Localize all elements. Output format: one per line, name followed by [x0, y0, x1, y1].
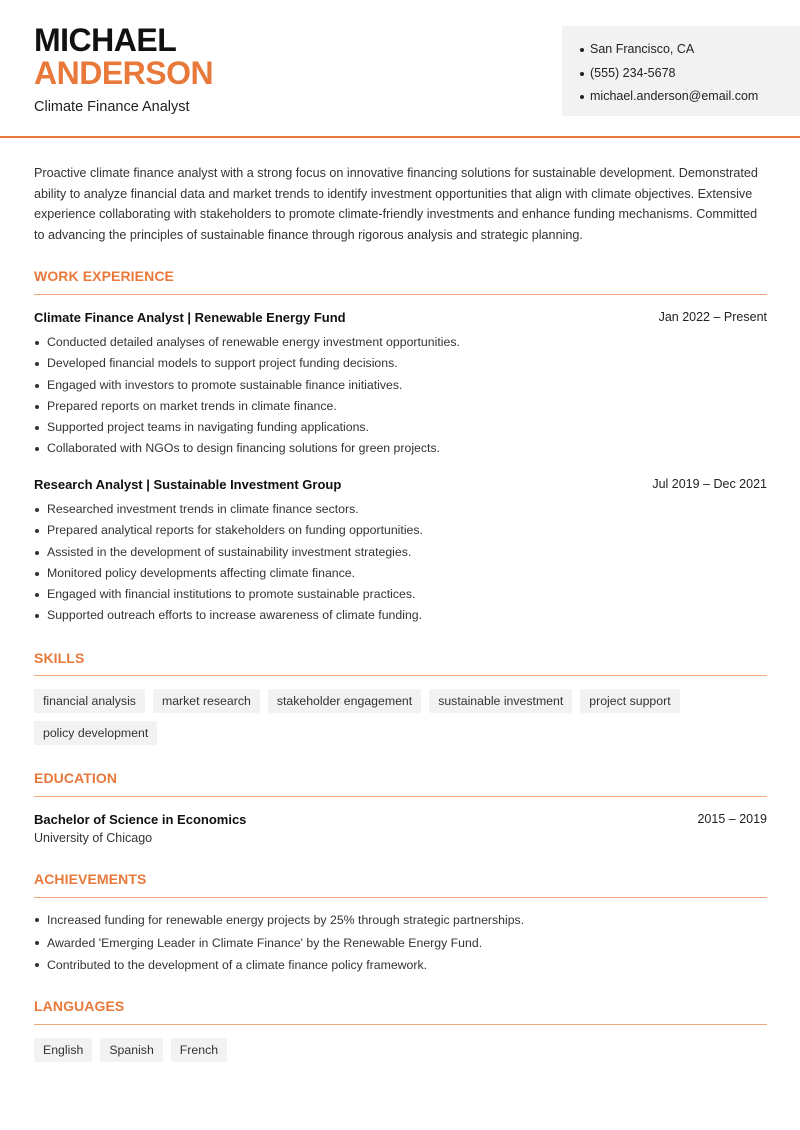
languages-list: [34, 1038, 774, 1062]
section-divider: [34, 1024, 767, 1025]
job-bullets: [34, 332, 754, 460]
list-item: Increased funding for renewable energy projects by 25% through strategic partnerships.: [34, 909, 754, 932]
list-item: Awarded 'Emerging Leader in Climate Finance' by the Renewable Energy Fund.: [34, 932, 754, 955]
contact-email: michael.anderson@email.com: [580, 85, 758, 109]
list-item: Prepared analytical reports for stakeholders on funding opportunities.: [34, 520, 754, 541]
job-dates: Jul 2019 – Dec 2021: [652, 477, 767, 491]
contact-location: San Francisco, CA: [580, 38, 758, 62]
first-name: MICHAEL: [34, 22, 177, 58]
job-dates: Jan 2022 – Present: [658, 310, 767, 324]
achievements-list: [34, 909, 754, 977]
last-name: ANDERSON: [34, 55, 214, 91]
list-item: Monitored policy developments affecting climate finance.: [34, 563, 754, 584]
language-chip: Spanish: [100, 1038, 162, 1062]
job-bullets: [34, 499, 754, 627]
list-item: Collaborated with NGOs to design financing solutions for green projects.: [34, 438, 754, 459]
skills-list: [34, 689, 774, 745]
skill-chip: stakeholder engagement: [268, 689, 421, 713]
list-item: Researched investment trends in climate finance sectors.: [34, 499, 754, 520]
job-role: Climate Finance Analyst: [34, 99, 190, 115]
section-divider: [34, 675, 767, 676]
skill-chip: policy development: [34, 721, 157, 745]
list-item: Assisted in the development of sustainability investment strategies.: [34, 542, 754, 563]
section-divider: [34, 294, 767, 295]
list-item: Supported project teams in navigating funding applications.: [34, 417, 754, 438]
contact-list: [580, 38, 758, 109]
degree-title: Bachelor of Science in Economics: [34, 812, 247, 827]
skill-chip: market research: [153, 689, 260, 713]
section-title-skills: SKILLS: [34, 650, 85, 666]
job-heading: Research Analyst | Sustainable Investment Group: [34, 477, 342, 492]
section-divider: [34, 796, 767, 797]
section-title-work: WORK EXPERIENCE: [34, 268, 174, 284]
summary-paragraph: Proactive climate finance analyst with a strong focus on innovative financing solutions for sustainable development. Demonstrated ability to analyze financial data and market trends to identify investment opportunities that align with climate objectives. Extensive experience collaborating with stakeholders to promote climate-friendly investments and enhance funding mechanisms. Committed to advancing the principles of sustainable finance through rigorous analysis and strategic planning.: [34, 166, 758, 242]
education-dates: 2015 – 2019: [697, 812, 767, 826]
list-item: Developed financial models to support project funding decisions.: [34, 353, 754, 374]
skill-chip: project support: [580, 689, 679, 713]
contact-phone: (555) 234-5678: [580, 62, 758, 86]
candidate-name: [34, 24, 213, 90]
language-chip: English: [34, 1038, 92, 1062]
section-title-achievements: ACHIEVEMENTS: [34, 871, 147, 887]
list-item: Engaged with financial institutions to promote sustainable practices.: [34, 584, 754, 605]
list-item: Supported outreach efforts to increase awareness of climate funding.: [34, 605, 754, 626]
list-item: Contributed to the development of a climate finance policy framework.: [34, 954, 754, 977]
resume-header: [0, 0, 800, 138]
list-item: Prepared reports on market trends in climate finance.: [34, 396, 754, 417]
skill-chip: sustainable investment: [429, 689, 572, 713]
job-heading: Climate Finance Analyst | Renewable Energy Fund: [34, 310, 346, 325]
section-title-languages: LANGUAGES: [34, 998, 125, 1014]
section-divider: [34, 897, 767, 898]
language-chip: French: [171, 1038, 227, 1062]
list-item: Conducted detailed analyses of renewable energy investment opportunities.: [34, 332, 754, 353]
contact-box: [562, 26, 800, 116]
skill-chip: financial analysis: [34, 689, 145, 713]
list-item: Engaged with investors to promote sustainable finance initiatives.: [34, 375, 754, 396]
school-name: University of Chicago: [34, 831, 153, 845]
section-title-education: EDUCATION: [34, 770, 118, 786]
